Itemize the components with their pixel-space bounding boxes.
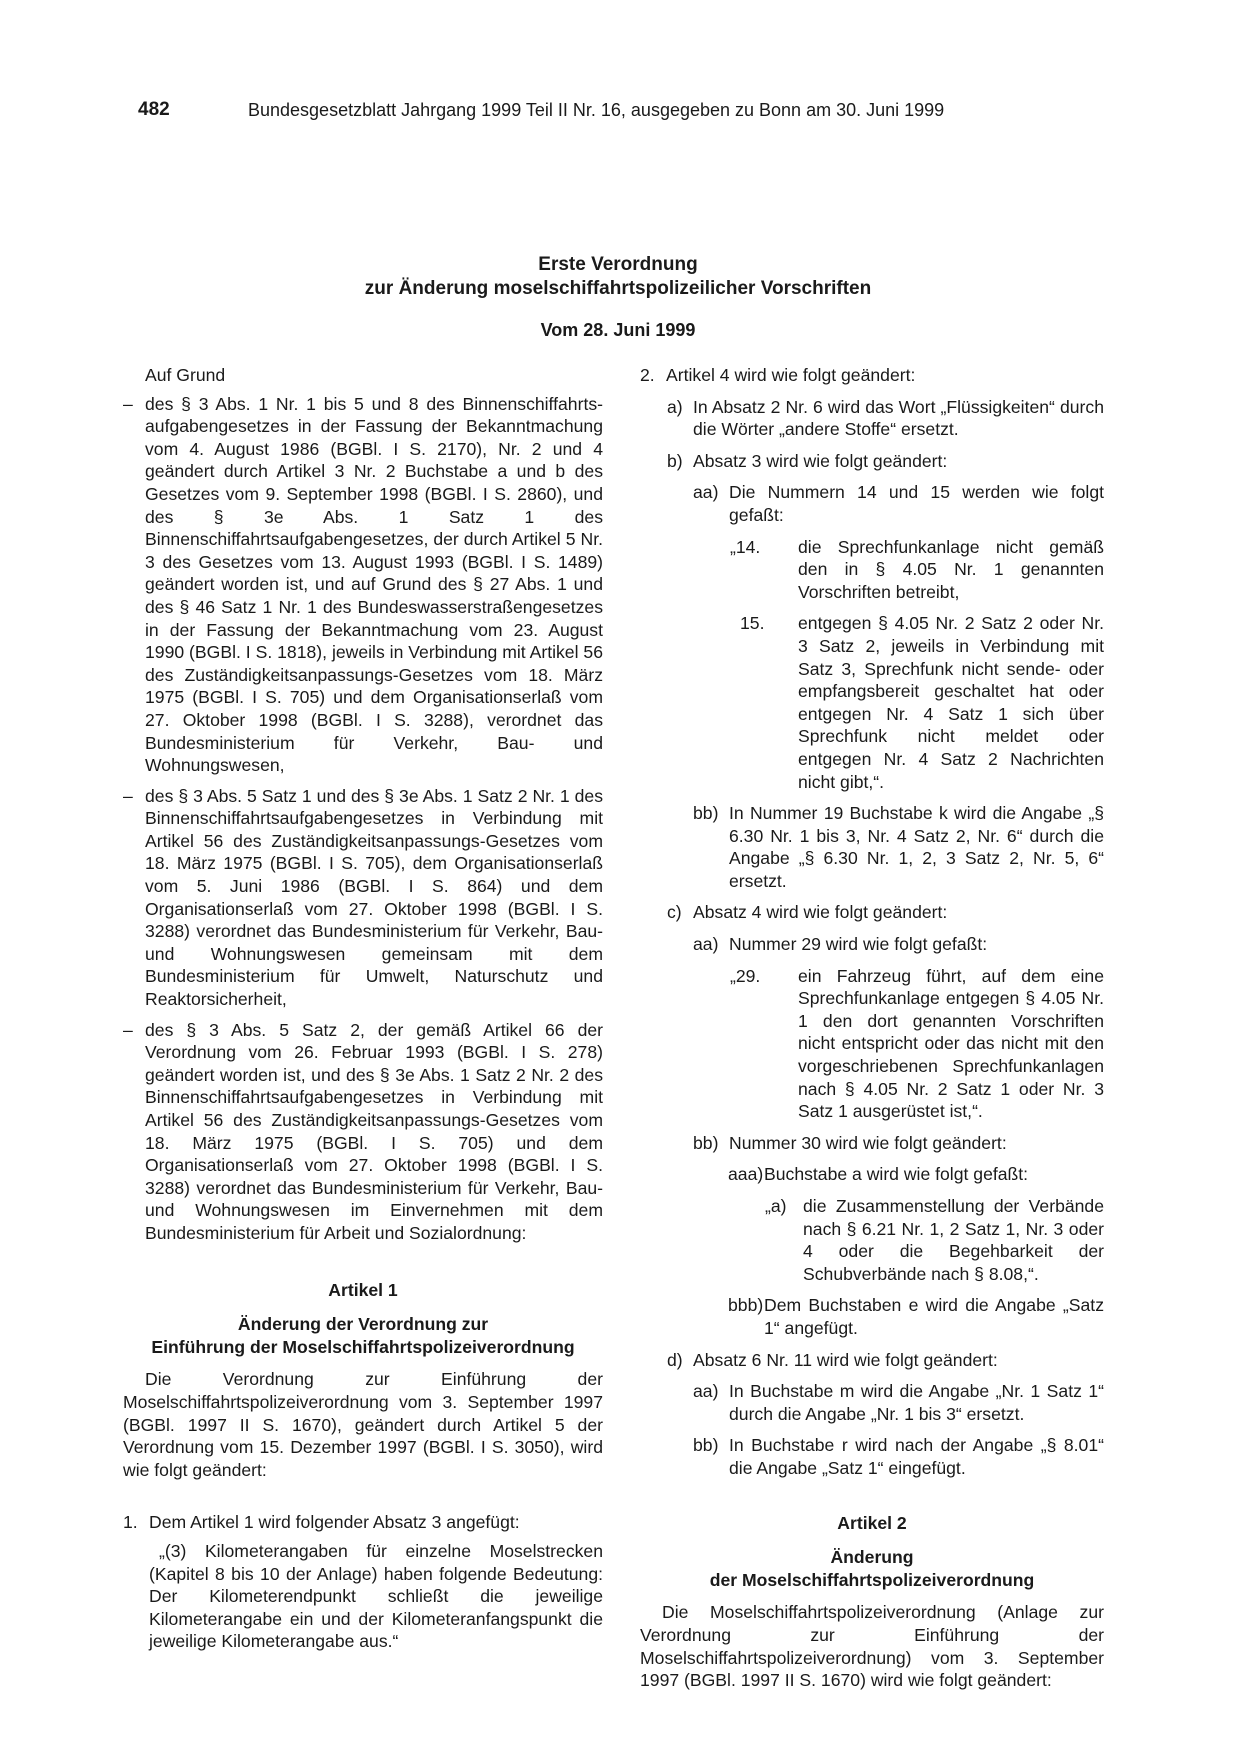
legal-basis-text: des § 3 Abs. 1 Nr. 1 bis 5 und 8 des Binnenschiffahrts-aufgabengesetzes in der Fassung der Bekanntmachung vom 4. August 1986 (BGBl. I S. 2170), Nr. 2 und 4 geändert durch Artikel 3 Nr. 2 Buchstabe a und b des Gesetzes vom 9. September 1998 (BGBl. I S. 2860), und des § 3e Abs. 1 Satz 1 des Binnenschiffahrtsaufgabengesetzes, der durch Artikel 5 Nr. 3 des Gesetzes vom 13. August 1993 (BGBl. I S. 1489) geändert worden ist, und auf Grund des § 27 Abs. 1 und des § 46 Satz 1 Nr. 1 des Bundeswasserstraßengesetzes in der Fassung der Bekanntmachung vom 23. August 1990 (BGBl. I S. 1818), jeweils in Verbindung mit Artikel 56 des Zuständigkeitsanpassungs-Gesetzes vom 18. März 1975 (BGBl. I S. 705) und dem Organisationserlaß vom 27. Oktober 1998 (BGBl. I S. 3288), verordnet das Bundesministerium für Verkehr, Bau- und Wohnungswesen,: [145, 393, 603, 776]
artikel-1-subtitle: [123, 1313, 603, 1358]
dash-marker: –: [123, 393, 133, 414]
item-label: bb): [693, 1132, 719, 1153]
item-label: aaa): [728, 1164, 764, 1185]
sub-item-c: [640, 901, 1104, 924]
sub-item-c-bb-aaa: [640, 1163, 1104, 1186]
page-number: 482: [138, 99, 170, 120]
sub-item-d-bb: [640, 1434, 1104, 1479]
item-text: In Absatz 2 Nr. 6 wird das Wort „Flüssigkeiten“ durch die Wörter „andere Stoffe“ ersetzt.: [693, 396, 1104, 440]
item-label: 15.: [740, 613, 765, 634]
item-text: Nummer 29 wird wie folgt gefaßt:: [729, 934, 988, 955]
item-text: Buchstabe a wird wie folgt gefaßt:: [764, 1164, 1029, 1185]
sub-item-c-aa: [640, 933, 1104, 956]
item-label: b): [667, 450, 683, 471]
item-label: „a): [765, 1196, 787, 1216]
intro-text: Auf Grund: [145, 365, 226, 385]
sub-item-b-bb: [640, 802, 1104, 892]
item-label: „14.: [730, 536, 761, 557]
artikel-2-subtitle: [640, 1546, 1104, 1591]
sub-item-d-aa: [640, 1380, 1104, 1425]
item-label: bb): [693, 1435, 719, 1456]
artikel-1-heading: Artikel 1: [328, 1279, 398, 1300]
list-item-1: [123, 1511, 603, 1534]
item-text: die Zusammenstellung der Verbände nach § 6.21 Nr. 1, 2 Satz 1, Nr. 3 oder 4 oder die Begehbarkeit der Schubverbände nach § 8.08,“.: [803, 1196, 1104, 1284]
sub-item-b: [640, 450, 1104, 473]
legal-basis-item: [123, 1019, 603, 1245]
artikel-1-body: Die Verordnung zur Einführung der Moselschiffahrtspolizeiverordnung vom 3. September 1997 (BGBl. 1997 II S. 1670), geändert durch Artikel 5 der Verordnung vom 15. Dezember 1997 (BGBl. I S. 3050), wird wie folgt geändert:: [123, 1369, 603, 1480]
item-label: aa): [693, 1381, 719, 1402]
item-label: 1.: [123, 1512, 138, 1533]
item-text: die Sprechfunkanlage nicht gemäß den in § 4.05 Nr. 1 genannten Vorschriften betreibt,: [798, 536, 1104, 602]
item-text: In Buchstabe m wird die Angabe „Nr. 1 Satz 1“ durch die Angabe „Nr. 1 bis 3“ ersetzt.: [729, 1381, 1104, 1424]
sub-item-b-aa-14: [640, 536, 1104, 604]
item-text: Absatz 6 Nr. 11 wird wie folgt geändert:: [693, 1349, 998, 1370]
item-label: bb): [693, 803, 719, 824]
artikel-2-body: Die Moselschiffahrtspolizeiverordnung (Anlage zur Verordnung zur Einführung der Moselschiffahrtspolizeiverordnung) vom 3. September 1997 (BGBl. 1997 II S. 1670) wird wie folgt geändert:: [640, 1602, 1104, 1691]
sub-item-c-bb: [640, 1132, 1104, 1155]
sub-item-b-aa-15: [640, 612, 1104, 793]
artikel-2-subtitle-line-1: Änderung: [830, 1547, 914, 1568]
artikel-2-subtitle-line-2: der Moselschiffahrtspolizeiverordnung: [709, 1569, 1035, 1590]
item-text: Absatz 3 wird wie folgt geändert:: [693, 450, 948, 471]
artikel-1-subtitle-line-1: Änderung der Verordnung zur: [237, 1314, 489, 1335]
legal-basis-item: [123, 393, 603, 777]
dash-marker: –: [123, 1019, 133, 1040]
artikel-1-subtitle-line-2: Einführung der Moselschiffahrtspolizeiverordnung: [151, 1336, 575, 1357]
artikel-2-heading: Artikel 2: [837, 1512, 907, 1533]
item-text: Artikel 4 wird wie folgt geändert:: [666, 365, 916, 385]
item-label: c): [667, 902, 682, 923]
item-text: Die Nummern 14 und 15 werden wie folgt gefaßt:: [729, 482, 1104, 525]
item-text: Absatz 4 wird wie folgt geändert:: [693, 902, 948, 923]
left-column: [123, 364, 603, 1653]
item-text: In Buchstabe r wird nach der Angabe „§ 8.01“ die Angabe „Satz 1“ eingefügt.: [729, 1435, 1104, 1478]
item-text: Nummer 30 wird wie folgt geändert:: [729, 1132, 1007, 1153]
legal-basis-text: des § 3 Abs. 5 Satz 1 und des § 3e Abs. 1 Satz 2 Nr. 1 des Binnenschiffahrtsaufgabengesetzes in Verbindung mit Artikel 56 des Zuständigkeitsanpassungs-Gesetzes vom 18. März 1975 (BGBl. I S. 705), dem Organisationserlaß vom 5. Juni 1986 (BGBl. I S. 864) und dem Organisationserlaß vom 27. Oktober 1998 (BGBl. I S. 3288) verordnet das Bundesministerium für Verkehr, Bau- und Wohnungswesen gemeinsam mit dem Bundesministerium für Umwelt, Naturschutz und Reaktorsicherheit,: [145, 785, 603, 1010]
item-text: ein Fahrzeug führt, auf dem eine Sprechfunkanlage entgegen § 4.05 Nr. 1 den dort genannten Vorschriften nicht entspricht oder das nicht mit den vorgeschriebenen Sprechfunkanlagen nach § 4.05 Nr. 2 Satz 1 oder Nr. 3 Satz 1 ausgerüstet ist,“.: [798, 965, 1104, 1122]
running-head: Bundesgesetzblatt Jahrgang 1999 Teil II Nr. 16, ausgegeben zu Bonn am 30. Juni 1999: [248, 100, 945, 120]
sub-item-a: [640, 396, 1104, 441]
title-line-2: zur Änderung moselschiffahrtspolizeilicher Vorschriften: [364, 278, 872, 299]
title-line-1: Erste Verordnung: [538, 254, 698, 275]
document-title: [138, 253, 1098, 301]
sub-item-c-bb-aaa-a: [640, 1195, 1104, 1285]
item-label: d): [667, 1349, 683, 1370]
sub-item-c-bb-bbb: [640, 1294, 1104, 1339]
item-label: aa): [693, 934, 719, 955]
item-text: Dem Buchstaben e wird die Angabe „Satz 1“ angefügt.: [764, 1295, 1104, 1338]
legal-basis-item: [123, 785, 603, 1011]
legal-basis-text: des § 3 Abs. 5 Satz 2, der gemäß Artikel 66 der Verordnung vom 26. Februar 1993 (BGBl. I S. 278) geändert worden ist, und des § 3e Abs. 1 Satz 2 Nr. 2 des Binnenschiffahrtsaufgabengesetzes in Verbindung mit Artikel 56 des Zuständigkeitsanpassungs-Gesetzes vom 18. März 1975 (BGBl. I S. 705) und dem Organisationserlaß vom 27. Oktober 1998 (BGBl. I S. 3288) verordnet das Bundesministerium für Verkehr, Bau- und Wohnungswesen im Einvernehmen mit dem Bundesministerium für Arbeit und Sozialordnung:: [145, 1019, 603, 1243]
item-label: bbb): [728, 1295, 764, 1316]
sub-item-d: [640, 1349, 1104, 1372]
item-label: aa): [693, 482, 719, 503]
quoted-paragraph: „(3) Kilometerangaben für einzelne Moselstrecken (Kapitel 8 bis 10 der Anlage) haben folgende Bedeutung: Der Kilometerendpunkt schließt die jeweilige Kilometerangabe ein und der Kilometeranfangspunkt die jeweilige Kilometerangabe aus.“: [149, 1540, 603, 1652]
item-text: Dem Artikel 1 wird folgender Absatz 3 angefügt:: [149, 1512, 520, 1533]
item-text: entgegen § 4.05 Nr. 2 Satz 2 oder Nr. 3 Satz 2, jeweils in Verbindung mit Satz 3, Sprechfunk nicht sende- oder empfangsbereit geschaltet hat oder entgegen Nr. 4 Satz 1 sich über Sprechfunk nicht meldet oder entgegen Nr. 4 Satz 2 Nachrichten nicht gibt,“.: [798, 613, 1104, 792]
right-column: [640, 364, 1104, 1692]
item-label: a): [667, 396, 683, 417]
item-label: 2.: [640, 365, 655, 385]
sub-item-b-aa: [640, 481, 1104, 526]
item-text: In Nummer 19 Buchstabe k wird die Angabe „§ 6.30 Nr. 1 bis 3, Nr. 4 Satz 2, Nr. 6“ durch die Angabe „§ 6.30 Nr. 1, 2, 3 Satz 2, Nr. 5, 6“ ersetzt.: [729, 803, 1104, 891]
document-date: Vom 28. Juni 1999: [540, 320, 696, 340]
dash-marker: –: [123, 785, 133, 806]
sub-item-c-aa-29: [640, 965, 1104, 1123]
list-item-2: [640, 364, 1104, 387]
item-label: „29.: [730, 965, 761, 986]
